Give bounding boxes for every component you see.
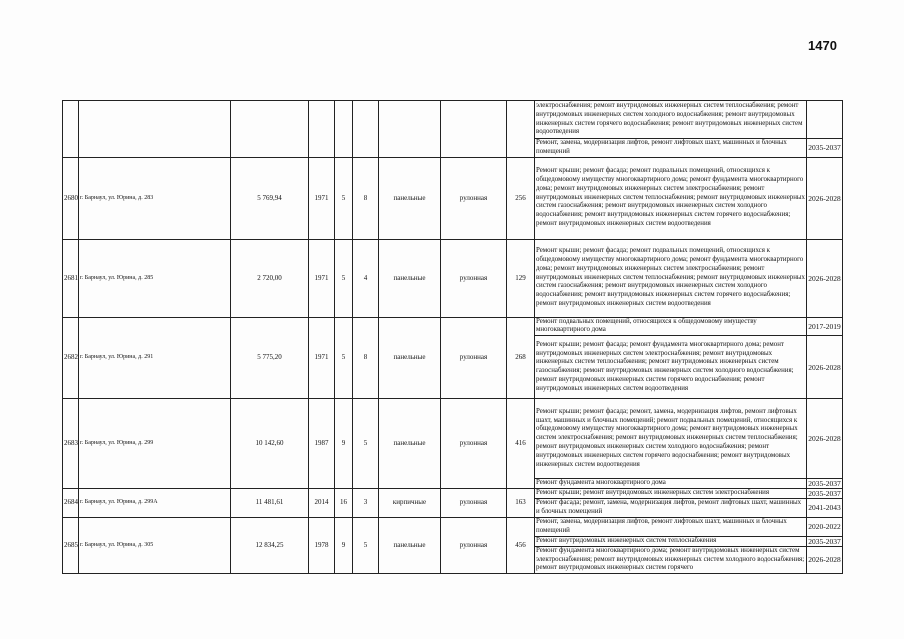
cell-period: 2026-2028 xyxy=(807,336,843,399)
table-row xyxy=(63,489,843,499)
cell-year: 1987 xyxy=(309,399,335,489)
cell-works: Ремонт подвальных помещений, относящихся к общедомовому имуществу многоквартирного дома xyxy=(535,317,807,336)
cell-wall: панельные xyxy=(379,399,441,489)
table-row xyxy=(63,101,843,139)
table-row xyxy=(63,239,843,317)
cell-num: 2682 xyxy=(63,317,79,399)
cell-year: 2014 xyxy=(309,489,335,518)
cell-residents: 416 xyxy=(507,399,535,489)
cell-floors: 5 xyxy=(335,239,353,317)
cell-num: 2683 xyxy=(63,399,79,489)
cell-roof: рулонная xyxy=(441,489,507,518)
cell-roof: рулонная xyxy=(441,239,507,317)
cell-period: 2026-2028 xyxy=(807,239,843,317)
cell-residents: 256 xyxy=(507,157,535,239)
cell-wall: панельные xyxy=(379,239,441,317)
cell-num: 2680 xyxy=(63,157,79,239)
page-number: 1470 xyxy=(808,38,837,53)
cell-wall: панельные xyxy=(379,517,441,573)
cell-period: 2026-2028 xyxy=(807,157,843,239)
cell-entrances xyxy=(353,101,379,158)
cell-period: 2041-2043 xyxy=(807,499,843,518)
cell-works: Ремонт фундамента многоквартирного дома xyxy=(535,479,807,489)
cell-works: Ремонт фундамента многоквартирного дома; ремонт внутридомовых инженерных систем электроснабжения; ремонт внутридомовых инженерных систем холодного водоснабжения; ремонт внутридомовых инженерных систем горячего xyxy=(535,546,807,573)
cell-entrances: 5 xyxy=(353,399,379,489)
cell-period: 2026-2028 xyxy=(807,399,843,479)
cell-address: г. Барнаул, ул. Юрина, д. 299 xyxy=(79,399,231,489)
cell-wall: панельные xyxy=(379,157,441,239)
cell-area: 11 481,61 xyxy=(231,489,309,518)
cell-works: Ремонт крыши; ремонт фасада; ремонт подвальных помещений, относящихся к общедомовому имуществу многоквартирного дома; ремонт фундамента многоквартирного дома; ремонт внутридомовых инженерных систем электроснабжения; ремонт внутридомовых инженерных систем теплоснабжения; ремонт внутридомовых инженерных систем газоснабжения; ремонт внутридомовых инженерных систем холодного водоснабжения; ремонт внутридомовых инженерных систем горячего водоснабжения; ремонт внутридомовых инженерных систем водоотведения xyxy=(535,239,807,317)
cell-year: 1971 xyxy=(309,239,335,317)
table-row xyxy=(63,317,843,336)
cell-num: 2681 xyxy=(63,239,79,317)
cell-year: 1971 xyxy=(309,317,335,399)
repair-schedule-table xyxy=(62,100,843,574)
cell-residents xyxy=(507,101,535,158)
cell-address: г. Барнаул, ул. Юрина, д. 299А xyxy=(79,489,231,518)
cell-num: 2685 xyxy=(63,517,79,573)
cell-floors: 9 xyxy=(335,399,353,489)
cell-wall: кирпичные xyxy=(379,489,441,518)
cell-address: г. Барнаул, ул. Юрина, д. 283 xyxy=(79,157,231,239)
cell-area: 5 769,94 xyxy=(231,157,309,239)
cell-period: 2035-2037 xyxy=(807,139,843,158)
cell-works: Ремонт крыши; ремонт внутридомовых инженерных систем электроснабжения xyxy=(535,489,807,499)
cell-num: 2684 xyxy=(63,489,79,518)
cell-wall xyxy=(379,101,441,158)
cell-period: 2026-2028 xyxy=(807,546,843,573)
cell-area xyxy=(231,101,309,158)
cell-works: Ремонт фасада; ремонт, замена, модернизация лифтов, ремонт лифтовых шахт, машинных и блочных помещений xyxy=(535,499,807,518)
cell-roof: рулонная xyxy=(441,157,507,239)
cell-residents: 129 xyxy=(507,239,535,317)
cell-roof: рулонная xyxy=(441,317,507,399)
cell-works: Ремонт крыши; ремонт фасада; ремонт фундамента многоквартирного дома; ремонт внутридомовых инженерных систем электроснабжения; ремонт внутридомовых инженерных систем теплоснабжения; ремонт внутридомовых инженерных систем газоснабжения; ремонт внутридомовых инженерных систем холодного водоснабжения; ремонт внутридомовых инженерных систем горячего водоснабжения; ремонт внутридомовых инженерных систем водоотведения xyxy=(535,336,807,399)
cell-period xyxy=(807,101,843,139)
cell-works: Ремонт, замена, модернизация лифтов, ремонт лифтовых шахт, машинных и блочных помещений xyxy=(535,139,807,158)
cell-roof: рулонная xyxy=(441,517,507,573)
cell-period: 2035-2037 xyxy=(808,489,841,499)
cell-num xyxy=(63,101,79,158)
cell-period: 2035-2037 xyxy=(808,479,841,489)
cell-area: 12 834,25 xyxy=(231,517,309,573)
cell-roof: рулонная xyxy=(441,399,507,489)
cell-entrances: 8 xyxy=(353,317,379,399)
cell-address: г. Барнаул, ул. Юрина, д. 291 xyxy=(79,317,231,399)
cell-roof xyxy=(441,101,507,158)
table-row xyxy=(63,157,843,239)
cell-works: Ремонт, замена, модернизация лифтов, ремонт лифтовых шахт, машинных и блочных помещений xyxy=(535,517,807,536)
cell-address xyxy=(79,101,231,158)
cell-works: Ремонт крыши; ремонт фасада; ремонт, замена, модернизация лифтов, ремонт лифтовых шахт, машинных и блочных помещений; ремонт подвальных помещений, относящихся к общедомовому имуществу многоквартирного дома; ремонт внутридомовых инженерных систем электроснабжения; ремонт внутридомовых инженерных систем теплоснабжения; ремонт внутридомовых инженерных систем холодного водоснабжения; ремонт внутридомовых инженерных систем горячего водоснабжения; ремонт внутридомовых инженерных систем водоотведения xyxy=(535,399,807,479)
cell-floors: 9 xyxy=(335,517,353,573)
cell-entrances: 3 xyxy=(353,489,379,518)
cell-floors xyxy=(335,101,353,158)
cell-year: 1978 xyxy=(309,517,335,573)
cell-works: Ремонт внутридомовых инженерных систем теплоснабжения xyxy=(535,536,807,546)
cell-period: 2035-2037 xyxy=(808,536,841,546)
cell-wall: панельные xyxy=(379,317,441,399)
cell-floors: 5 xyxy=(335,157,353,239)
cell-entrances: 5 xyxy=(353,517,379,573)
cell-works: Ремонт крыши; ремонт фасада; ремонт подвальных помещений, относящихся к общедомовому имуществу многоквартирного дома; ремонт фундамента многоквартирного дома; ремонт внутридомовых инженерных систем электроснабжения; ремонт внутридомовых инженерных систем теплоснабжения; ремонт внутридомовых инженерных систем газоснабжения; ремонт внутридомовых инженерных систем холодного водоснабжения; ремонт внутридомовых инженерных систем горячего водоснабжения; ремонт внутридомовых инженерных систем водоотведения xyxy=(535,157,807,239)
table-row xyxy=(63,517,843,536)
cell-floors: 5 xyxy=(335,317,353,399)
cell-floors: 16 xyxy=(335,489,353,518)
cell-year xyxy=(309,101,335,158)
cell-year: 1971 xyxy=(309,157,335,239)
cell-period: 2017-2019 xyxy=(807,317,843,336)
table-row xyxy=(63,399,843,479)
cell-period: 2020-2022 xyxy=(807,517,843,536)
cell-area: 2 720,00 xyxy=(231,239,309,317)
cell-residents: 268 xyxy=(507,317,535,399)
cell-entrances: 4 xyxy=(353,239,379,317)
cell-address: г. Барнаул, ул. Юрина, д. 305 xyxy=(79,517,231,573)
cell-area: 5 775,20 xyxy=(231,317,309,399)
cell-address: г. Барнаул, ул. Юрина, д. 285 xyxy=(79,239,231,317)
cell-residents: 163 xyxy=(507,489,535,518)
cell-residents: 456 xyxy=(507,517,535,573)
cell-works: электроснабжения; ремонт внутридомовых инженерных систем теплоснабжения; ремонт внутридомовых инженерных систем холодного водоснабжения; ремонт внутридомовых инженерных систем горячего водоснабжения; ремонт внутридомовых инженерных систем водоотведения xyxy=(535,101,807,139)
cell-area: 10 142,60 xyxy=(231,399,309,489)
cell-entrances: 8 xyxy=(353,157,379,239)
